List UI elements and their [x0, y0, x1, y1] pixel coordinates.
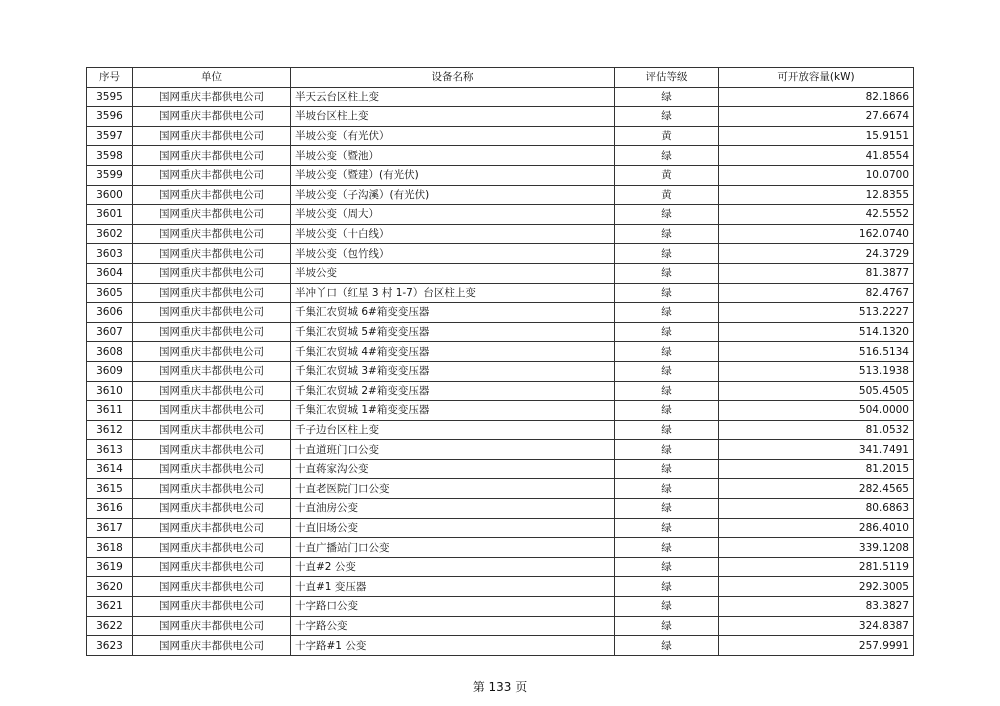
unit-cell: 国网重庆丰都供电公司 [133, 538, 291, 558]
grade-cell: 绿 [615, 146, 719, 166]
grade-cell: 绿 [615, 263, 719, 283]
table-row [87, 107, 914, 127]
capacity-cell: 514.1320 [719, 322, 914, 342]
capacity-cell: 324.8387 [719, 616, 914, 636]
grade-cell: 黄 [615, 126, 719, 146]
seq-cell: 3614 [87, 459, 133, 479]
capacity-cell: 27.6674 [719, 107, 914, 127]
table-row [87, 518, 914, 538]
device-name-cell: 千子边台区柱上变 [291, 420, 615, 440]
device-name-cell: 十直#1 变压器 [291, 577, 615, 597]
grade-cell: 绿 [615, 459, 719, 479]
seq-cell: 3613 [87, 440, 133, 460]
unit-cell: 国网重庆丰都供电公司 [133, 381, 291, 401]
device-name-cell: 半坡公变（子沟溪）(有光伏) [291, 185, 615, 205]
table-row [87, 538, 914, 558]
header-capacity: 可开放容量(kW) [719, 68, 914, 88]
unit-cell: 国网重庆丰都供电公司 [133, 303, 291, 323]
grade-cell: 绿 [615, 577, 719, 597]
capacity-cell: 516.5134 [719, 342, 914, 362]
seq-cell: 3623 [87, 636, 133, 656]
capacity-cell: 286.4010 [719, 518, 914, 538]
capacity-cell: 81.2015 [719, 459, 914, 479]
grade-cell: 绿 [615, 518, 719, 538]
device-name-cell: 千集汇农贸城 3#箱变变压器 [291, 361, 615, 381]
capacity-cell: 12.8355 [719, 185, 914, 205]
capacity-cell: 504.0000 [719, 401, 914, 421]
capacity-cell: 82.1866 [719, 87, 914, 107]
seq-cell: 3609 [87, 361, 133, 381]
seq-cell: 3600 [87, 185, 133, 205]
table-row [87, 440, 914, 460]
unit-cell: 国网重庆丰都供电公司 [133, 185, 291, 205]
capacity-cell: 81.0532 [719, 420, 914, 440]
device-name-cell: 千集汇农贸城 1#箱变变压器 [291, 401, 615, 421]
unit-cell: 国网重庆丰都供电公司 [133, 440, 291, 460]
device-name-cell: 半坡台区柱上变 [291, 107, 615, 127]
unit-cell: 国网重庆丰都供电公司 [133, 263, 291, 283]
grade-cell: 绿 [615, 205, 719, 225]
capacity-cell: 82.4767 [719, 283, 914, 303]
unit-cell: 国网重庆丰都供电公司 [133, 401, 291, 421]
grade-cell: 绿 [615, 440, 719, 460]
device-name-cell: 十直#2 公变 [291, 557, 615, 577]
capacity-cell: 505.4505 [719, 381, 914, 401]
grade-cell: 黄 [615, 165, 719, 185]
capacity-cell: 282.4565 [719, 479, 914, 499]
device-name-cell: 半坡公变 [291, 263, 615, 283]
capacity-cell: 292.3005 [719, 577, 914, 597]
grade-cell: 绿 [615, 636, 719, 656]
unit-cell: 国网重庆丰都供电公司 [133, 636, 291, 656]
capacity-cell: 41.8554 [719, 146, 914, 166]
header-seq: 序号 [87, 68, 133, 88]
capacity-cell: 339.1208 [719, 538, 914, 558]
seq-cell: 3604 [87, 263, 133, 283]
seq-cell: 3612 [87, 420, 133, 440]
table-row [87, 322, 914, 342]
device-name-cell: 千集汇农贸城 5#箱变变压器 [291, 322, 615, 342]
device-name-cell: 半坡公变（十白线） [291, 224, 615, 244]
grade-cell: 绿 [615, 557, 719, 577]
table-row [87, 557, 914, 577]
device-name-cell: 十字路公变 [291, 616, 615, 636]
unit-cell: 国网重庆丰都供电公司 [133, 126, 291, 146]
device-name-cell: 十直蒋家沟公变 [291, 459, 615, 479]
device-name-cell: 半坡公变（暨建）(有光伏) [291, 165, 615, 185]
page-number: 第 133 页 [472, 680, 528, 694]
table-row [87, 597, 914, 617]
unit-cell: 国网重庆丰都供电公司 [133, 224, 291, 244]
seq-cell: 3596 [87, 107, 133, 127]
seq-cell: 3599 [87, 165, 133, 185]
unit-cell: 国网重庆丰都供电公司 [133, 557, 291, 577]
seq-cell: 3602 [87, 224, 133, 244]
seq-cell: 3608 [87, 342, 133, 362]
header-grade: 评估等级 [615, 68, 719, 88]
table-row [87, 146, 914, 166]
seq-cell: 3621 [87, 597, 133, 617]
seq-cell: 3619 [87, 557, 133, 577]
table-row [87, 87, 914, 107]
seq-cell: 3603 [87, 244, 133, 264]
grade-cell: 绿 [615, 499, 719, 519]
header-device: 设备名称 [291, 68, 615, 88]
device-name-cell: 十字路#1 公变 [291, 636, 615, 656]
table-row [87, 126, 914, 146]
capacity-cell: 162.0740 [719, 224, 914, 244]
seq-cell: 3618 [87, 538, 133, 558]
table-row [87, 224, 914, 244]
seq-cell: 3595 [87, 87, 133, 107]
seq-cell: 3605 [87, 283, 133, 303]
grade-cell: 黄 [615, 185, 719, 205]
seq-cell: 3598 [87, 146, 133, 166]
table-row [87, 479, 914, 499]
device-name-cell: 十直道班门口公变 [291, 440, 615, 460]
device-name-cell: 十直油房公变 [291, 499, 615, 519]
unit-cell: 国网重庆丰都供电公司 [133, 342, 291, 362]
capacity-cell: 281.5119 [719, 557, 914, 577]
grade-cell: 绿 [615, 479, 719, 499]
capacity-cell: 341.7491 [719, 440, 914, 460]
unit-cell: 国网重庆丰都供电公司 [133, 420, 291, 440]
device-name-cell: 千集汇农贸城 2#箱变变压器 [291, 381, 615, 401]
capacity-cell: 81.3877 [719, 263, 914, 283]
seq-cell: 3616 [87, 499, 133, 519]
table-row [87, 616, 914, 636]
unit-cell: 国网重庆丰都供电公司 [133, 479, 291, 499]
device-name-cell: 半坡公变（有光伏） [291, 126, 615, 146]
capacity-cell: 513.2227 [719, 303, 914, 323]
grade-cell: 绿 [615, 322, 719, 342]
table-row [87, 381, 914, 401]
unit-cell: 国网重庆丰都供电公司 [133, 518, 291, 538]
table-row [87, 283, 914, 303]
seq-cell: 3620 [87, 577, 133, 597]
unit-cell: 国网重庆丰都供电公司 [133, 577, 291, 597]
unit-cell: 国网重庆丰都供电公司 [133, 146, 291, 166]
seq-cell: 3601 [87, 205, 133, 225]
capacity-cell: 80.6863 [719, 499, 914, 519]
grade-cell: 绿 [615, 303, 719, 323]
table-row [87, 185, 914, 205]
unit-cell: 国网重庆丰都供电公司 [133, 459, 291, 479]
device-name-cell: 十字路口公变 [291, 597, 615, 617]
grade-cell: 绿 [615, 87, 719, 107]
table-row [87, 577, 914, 597]
device-name-cell: 半天云台区柱上变 [291, 87, 615, 107]
grade-cell: 绿 [615, 107, 719, 127]
grade-cell: 绿 [615, 342, 719, 362]
table-row [87, 361, 914, 381]
device-name-cell: 千集汇农贸城 4#箱变变压器 [291, 342, 615, 362]
unit-cell: 国网重庆丰都供电公司 [133, 597, 291, 617]
grade-cell: 绿 [615, 401, 719, 421]
table-row [87, 165, 914, 185]
grade-cell: 绿 [615, 244, 719, 264]
capacity-cell: 83.3827 [719, 597, 914, 617]
table-row [87, 205, 914, 225]
table-row [87, 263, 914, 283]
unit-cell: 国网重庆丰都供电公司 [133, 165, 291, 185]
seq-cell: 3617 [87, 518, 133, 538]
device-name-cell: 半坡公变（周大） [291, 205, 615, 225]
capacity-cell: 15.9151 [719, 126, 914, 146]
table-row [87, 420, 914, 440]
grade-cell: 绿 [615, 361, 719, 381]
unit-cell: 国网重庆丰都供电公司 [133, 244, 291, 264]
table-row [87, 401, 914, 421]
table-row [87, 636, 914, 656]
device-name-cell: 半坡公变（暨池） [291, 146, 615, 166]
unit-cell: 国网重庆丰都供电公司 [133, 87, 291, 107]
capacity-table [86, 67, 914, 656]
table-row [87, 499, 914, 519]
table-row [87, 303, 914, 323]
unit-cell: 国网重庆丰都供电公司 [133, 616, 291, 636]
grade-cell: 绿 [615, 224, 719, 244]
table-body [87, 87, 914, 655]
grade-cell: 绿 [615, 616, 719, 636]
seq-cell: 3611 [87, 401, 133, 421]
device-name-cell: 十直老医院门口公变 [291, 479, 615, 499]
seq-cell: 3610 [87, 381, 133, 401]
seq-cell: 3606 [87, 303, 133, 323]
table-row [87, 342, 914, 362]
table-row [87, 459, 914, 479]
grade-cell: 绿 [615, 283, 719, 303]
capacity-cell: 257.9991 [719, 636, 914, 656]
capacity-cell: 513.1938 [719, 361, 914, 381]
capacity-cell: 10.0700 [719, 165, 914, 185]
unit-cell: 国网重庆丰都供电公司 [133, 205, 291, 225]
seq-cell: 3607 [87, 322, 133, 342]
device-name-cell: 半冲丫口（红星 3 村 1-7）台区柱上变 [291, 283, 615, 303]
unit-cell: 国网重庆丰都供电公司 [133, 283, 291, 303]
seq-cell: 3615 [87, 479, 133, 499]
grade-cell: 绿 [615, 597, 719, 617]
table-row [87, 244, 914, 264]
unit-cell: 国网重庆丰都供电公司 [133, 361, 291, 381]
seq-cell: 3622 [87, 616, 133, 636]
unit-cell: 国网重庆丰都供电公司 [133, 322, 291, 342]
capacity-cell: 24.3729 [719, 244, 914, 264]
unit-cell: 国网重庆丰都供电公司 [133, 499, 291, 519]
unit-cell: 国网重庆丰都供电公司 [133, 107, 291, 127]
device-name-cell: 半坡公变（包竹线） [291, 244, 615, 264]
grade-cell: 绿 [615, 381, 719, 401]
table-header-row [87, 68, 914, 88]
device-name-cell: 千集汇农贸城 6#箱变变压器 [291, 303, 615, 323]
header-unit: 单位 [133, 68, 291, 88]
capacity-cell: 42.5552 [719, 205, 914, 225]
grade-cell: 绿 [615, 538, 719, 558]
device-name-cell: 十直广播站门口公变 [291, 538, 615, 558]
grade-cell: 绿 [615, 420, 719, 440]
device-name-cell: 十直旧场公变 [291, 518, 615, 538]
seq-cell: 3597 [87, 126, 133, 146]
